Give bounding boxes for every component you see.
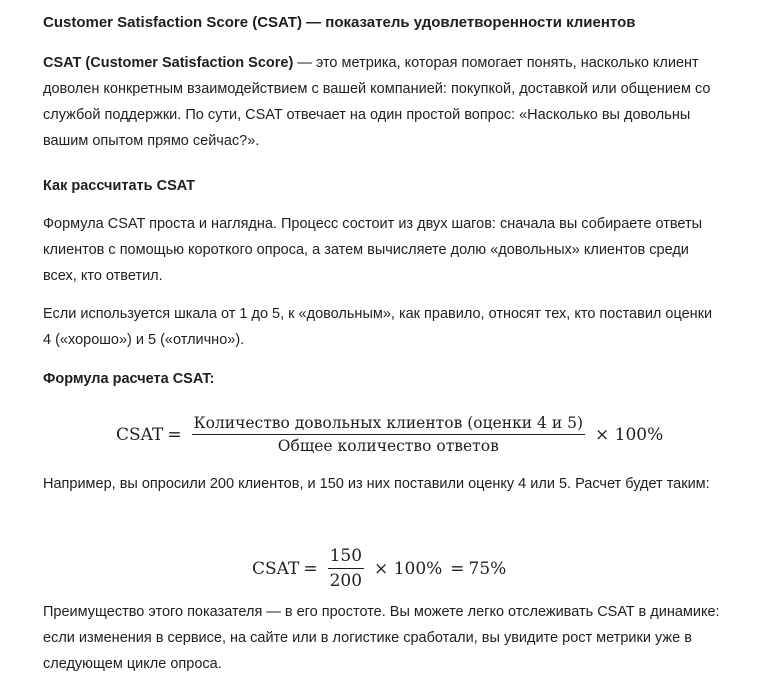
intro-lead-bold: CSAT (Customer Satisfaction Score) — [43, 55, 294, 71]
conclusion-paragraph: Преимущество этого показателя — в его простоте. Вы можете легко отслеживать CSAT в динамике: если изменения в сервисе, на сайте или в логистике сработали, вы увидите рост метрики уже в следующем цикле опроса. — [43, 604, 720, 672]
example-result: 75% — [468, 558, 507, 579]
example-lhs: CSAT — [252, 558, 300, 579]
csat-formula — [116, 414, 667, 455]
example-numerator: 150 — [328, 546, 364, 569]
example-denominator: 200 — [329, 571, 363, 591]
how-to-heading: Как рассчитать CSAT — [43, 178, 195, 194]
example-times: × 100% — [374, 558, 443, 579]
formula-fraction — [192, 414, 585, 455]
example-equals: = — [303, 558, 318, 579]
example-fraction — [328, 546, 364, 591]
example-paragraph: Например, вы опросили 200 клиентов, и 150 из них поставили оценку 4 или 5. Расчет будет таким: — [43, 476, 710, 492]
formula-times: × 100% — [595, 424, 664, 445]
formula-lhs: CSAT — [116, 424, 164, 445]
intro-paragraph — [43, 50, 723, 154]
how-to-paragraph-2: Если используется шкала от 1 до 5, к «довольным», как правило, относят тех, кто поставил оценки 4 («хорошо») и 5 («отлично»). — [43, 306, 713, 348]
intro-text: — это метрика, которая помогает понять, насколько клиент доволен конкретным взаимодействием с вашей компанией: покупкой, доставкой или общением со службой поддержки. По сути, CSAT отвечает на один простой вопрос: «Насколько вы довольны вашим опытом прямо сейчас?». — [43, 55, 711, 149]
example-equals-2: = — [450, 558, 465, 579]
formula-denominator: Общее количество ответов — [277, 437, 499, 455]
formula-heading: Формула расчета CSAT: — [43, 371, 215, 387]
how-to-paragraph-1: Формула CSAT проста и наглядна. Процесс состоит из двух шагов: сначала вы собираете ответы клиентов с помощью короткого опроса, а затем вычисляете долю «довольных» клиентов среди всех, кто ответил. — [43, 216, 703, 284]
page-title: Customer Satisfaction Score (CSAT) — показатель удовлетворенности клиентов — [43, 14, 636, 31]
example-formula — [252, 546, 506, 591]
formula-numerator: Количество довольных клиентов (оценки 4 и 5) — [192, 414, 585, 435]
formula-equals: = — [167, 424, 182, 445]
